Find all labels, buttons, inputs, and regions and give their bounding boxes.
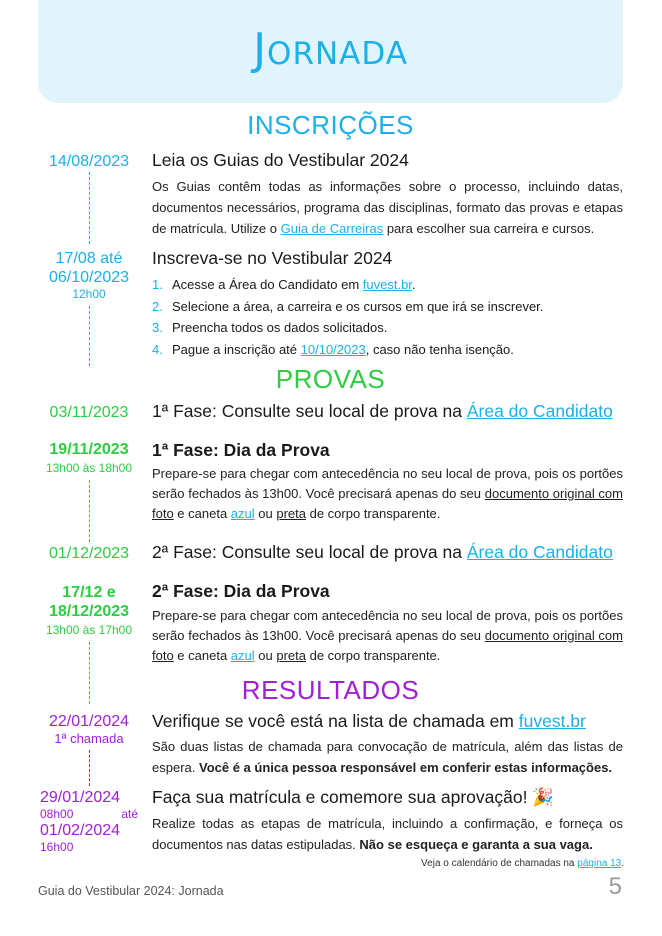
date-chamada: 22/01/2024 1ª chamada xyxy=(48,713,130,746)
azul-link[interactable]: azul xyxy=(230,506,255,521)
heading-prova-fase2: 2ª Fase: Dia da Prova xyxy=(152,581,330,601)
calendar-note: Veja o calendário de chamadas na página 13. xyxy=(421,858,624,869)
area-candidato-link[interactable]: Área do Candidato xyxy=(466,542,613,562)
page-title: Jornada xyxy=(253,24,408,75)
list-item: 3. Preencha todos os dados solicitados. xyxy=(152,320,388,335)
heading-inscricao: Inscreva-se no Vestibular 2024 xyxy=(152,248,393,268)
date-prova-fase2: 17/12 e 18/12/2023 13h00 às 17h00 xyxy=(45,584,133,637)
body-chamada: São duas listas de chamada para convocação de matrícula, além das listas de espera. Você é a única pessoa responsável em conferir estas informações. xyxy=(152,739,623,775)
timeline-line xyxy=(89,306,90,366)
page-13-link[interactable]: página 13 xyxy=(577,858,622,869)
fuvest-link[interactable]: fuvest.br xyxy=(362,277,412,292)
body-prova-fase2: Prepare-se para chegar com antecedência no seu local de prova, pois os portões serão fechados às 13h00. Você precisará apenas do seu documento original com foto e caneta azul ou preta de corpo transparente. xyxy=(152,608,623,663)
list-item: 2. Selecione a área, a carreira e os cursos em que irá se inscrever. xyxy=(152,298,544,314)
footer-text: Guia do Vestibular 2024: Jornada xyxy=(38,884,224,898)
body-guias: Os Guias contêm todas as informações sobre o processo, incluindo datas, documentos necessários, programa das disciplinas, formato das provas e etapas de matrícula. Utilize o Guia de Carreiras para escolher sua carreira e cursos. xyxy=(152,179,623,236)
timeline-line xyxy=(89,750,90,786)
heading-local-fase1: 1ª Fase: Consulte seu local de prova na Área do Candidato xyxy=(152,401,613,421)
list-item: 1. Acesse a Área do Candidato em fuvest.br. xyxy=(152,277,416,292)
heading-matricula: Faça sua matrícula e comemore sua aprovação! 🎉 xyxy=(152,787,555,807)
heading-guias: Leia os Guias do Vestibular 2024 xyxy=(152,150,409,170)
date-local-fase2: 01/12/2023 xyxy=(48,545,130,562)
timeline-line xyxy=(89,480,90,542)
date-prova-fase1: 19/11/2023 13h00 às 18h00 xyxy=(45,441,133,475)
azul-link[interactable]: azul xyxy=(230,648,255,663)
page-number: 5 xyxy=(608,873,622,900)
date-guias: 14/08/2023 xyxy=(48,153,130,170)
list-item: 4. Pague a inscrição até 10/10/2023, caso não tenha isenção. xyxy=(152,341,514,357)
guia-carreiras-link[interactable]: Guia de Carreiras xyxy=(280,221,384,236)
timeline-line xyxy=(89,172,90,244)
heading-prova-fase1: 1ª Fase: Dia da Prova xyxy=(152,440,330,460)
heading-chamada: Verifique se você está na lista de chamada em fuvest.br xyxy=(152,711,586,731)
section-title-inscricoes: INSCRIÇÕES xyxy=(247,110,414,140)
body-matricula: Realize todas as etapas de matrícula, incluindo a confirmação, e forneça os documentos nas datas estipuladas. Não se esqueça e garanta a sua vaga. xyxy=(152,816,623,852)
date-matricula: 29/01/2024 08h00 até 01/02/2024 16h00 xyxy=(40,789,138,854)
body-prova-fase1: Prepare-se para chegar com antecedência no seu local de prova, pois os portões serão fechados às 13h00. Você precisará apenas do seu documento original com foto e caneta azul ou preta de corpo transparente. xyxy=(152,466,623,521)
section-title-provas: PROVAS xyxy=(275,364,386,394)
payment-date-link[interactable]: 10/10/2023 xyxy=(300,341,366,357)
heading-local-fase2: 2ª Fase: Consulte seu local de prova na Área do Candidato xyxy=(152,542,613,562)
area-candidato-link[interactable]: Área do Candidato xyxy=(466,401,613,421)
date-inscricao: 17/08 até 06/10/2023 12h00 xyxy=(48,250,130,301)
header-banner xyxy=(38,0,623,103)
fuvest-link[interactable]: fuvest.br xyxy=(518,711,586,731)
date-local-fase1: 03/11/2023 xyxy=(49,404,129,421)
section-title-resultados: RESULTADOS xyxy=(241,675,420,705)
inscricao-steps xyxy=(152,274,623,360)
